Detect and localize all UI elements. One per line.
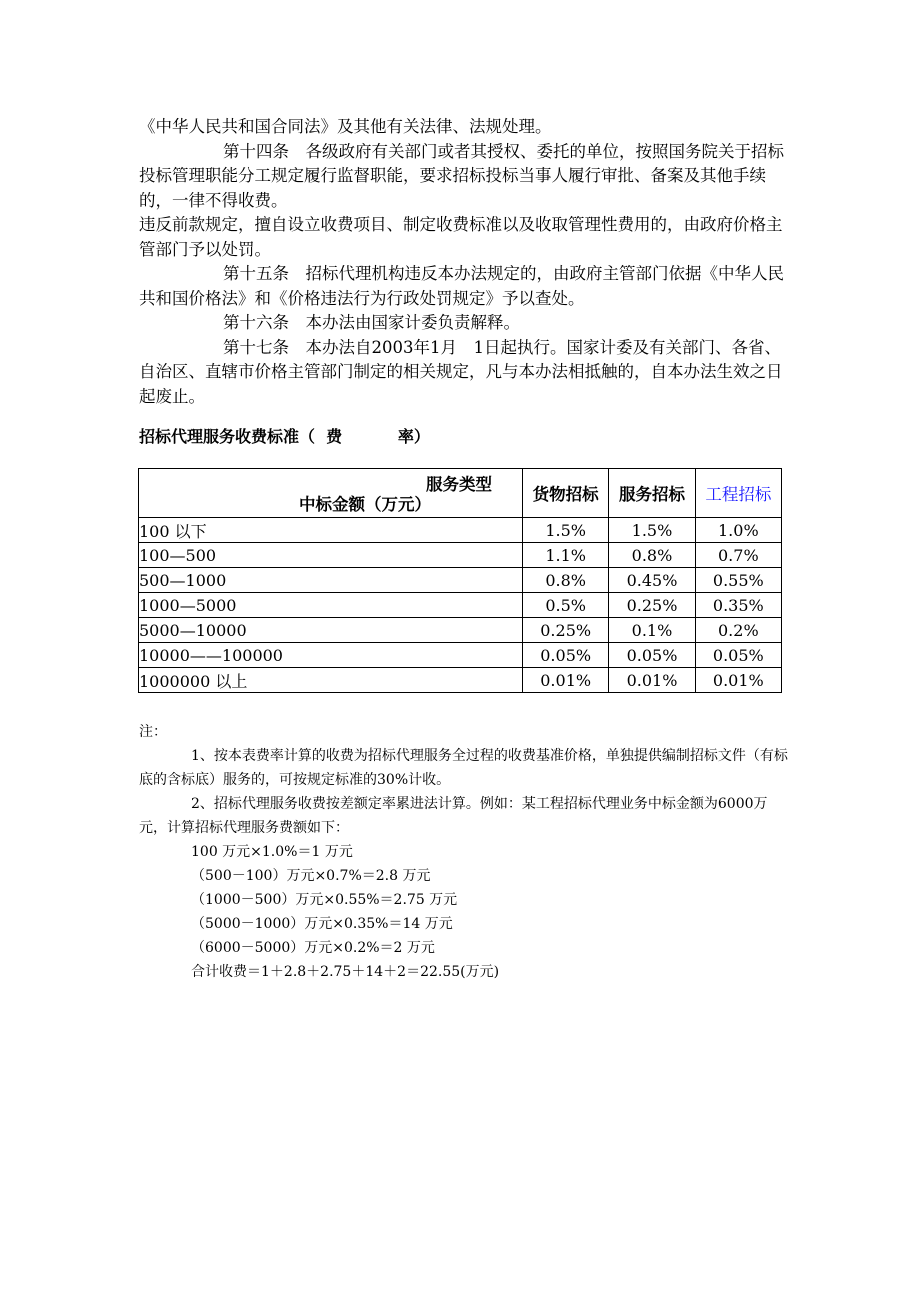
table-title: 招标代理服务收费标准（ 费 率） [139,427,430,446]
rate-cell: 1.5% [609,518,695,543]
paragraph-article-14: 第十四条 各级政府有关部门或者其授权、委托的单位，按照国务院关于招标投标管理职能分工规定履行监督职能，要求招标投标当事人履行审批、备案及其他手续的，一律不得收费。 [139,141,784,210]
column-header-services: 服务招标 [609,469,695,518]
table-row [139,568,782,593]
paragraph-article-15: 第十五条 招标代理机构违反本办法规定的，由政府主管部门依据《中华人民共和国价格法》和《价格违法行为行政处罚规定》予以查处。 [139,264,784,308]
paragraph-3: 违反前款规定，擅自设立收费项目、制定收费标准以及收取管理性费用的，由政府价格主管部门予以处罚。 [139,215,783,259]
rate-cell: 0.25% [523,618,609,643]
rate-cell: 0.1% [609,618,695,643]
fee-rate-table [138,468,782,693]
note-item-1: 1、按本表费率计算的收费为招标代理服务全过程的收费基准价格，单独提供编制招标文件（有标底的含标底）服务的，可按规定标准的30%计收。 [139,748,788,788]
rate-cell: 0.35% [695,593,781,618]
rate-cell: 0.01% [695,668,781,693]
amount-cell: 500—1000 [139,568,523,593]
table-row [139,668,782,693]
rate-cell: 0.8% [609,543,695,568]
calc-line: （5000－1000）万元×0.35%＝14 万元 [191,916,453,932]
amount-cell: 5000—10000 [139,618,523,643]
amount-cell: 100 以下 [139,518,523,543]
column-header-engineering: 工程招标 [695,469,781,518]
diagonal-header-cell [139,469,523,518]
table-row [139,543,782,568]
rate-cell: 0.45% [609,568,695,593]
rate-cell: 0.2% [695,618,781,643]
notes-section [139,720,789,984]
rate-cell: 0.01% [523,668,609,693]
column-header-goods: 货物招标 [523,469,609,518]
amount-cell: 100—500 [139,543,523,568]
table-row [139,518,782,543]
body-text [139,115,789,409]
rate-cell: 0.5% [523,593,609,618]
calc-line: （500－100）万元×0.7%＝2.8 万元 [191,868,431,884]
calc-line: 100 万元×1.0%＝1 万元 [191,844,353,860]
notes-label: 注： [139,724,167,740]
rate-cell: 0.05% [523,643,609,668]
rate-cell: 0.8% [523,568,609,593]
paragraph-article-16: 第十六条 本办法由国家计委负责解释。 [223,313,520,332]
table-row [139,618,782,643]
paragraph-1: 《中华人民共和国合同法》及其他有关法律、法规处理。 [139,117,552,136]
header-bid-amount: 中标金额（万元） [299,495,431,514]
calc-total-line: 合计收费＝1＋2.8＋2.75＋14＋2＝22.55(万元) [191,964,500,980]
calc-line: （1000－500）万元×0.55%＝2.75 万元 [191,892,458,908]
rate-cell: 0.05% [695,643,781,668]
note-item-2: 2、招标代理服务收费按差额定率累进法计算。例如：某工程招标代理业务中标金额为6000万元，计算招标代理服务费额如下： [139,796,768,836]
table-row [139,593,782,618]
amount-cell: 1000000 以上 [139,668,523,693]
amount-cell: 1000—5000 [139,593,523,618]
amount-cell: 10000——100000 [139,643,523,668]
rate-cell: 0.25% [609,593,695,618]
rate-cell: 0.7% [695,543,781,568]
rate-cell: 1.5% [523,518,609,543]
rate-cell: 0.01% [609,668,695,693]
table-row [139,643,782,668]
rate-cell: 1.0% [695,518,781,543]
table-header-row [139,469,782,518]
rate-cell: 0.55% [695,568,781,593]
paragraph-article-17: 第十七条 本办法自2003年1月 1日起执行。国家计委及有关部门、各省、自治区、直辖市价格主管部门制定的相关规定，凡与本办法相抵触的，自本办法生效之日起废止。 [139,337,783,406]
rate-cell: 1.1% [523,543,609,568]
header-service-type: 服务类型 [426,475,492,494]
calc-line: （6000－5000）万元×0.2%＝2 万元 [191,940,435,956]
rate-cell: 0.05% [609,643,695,668]
